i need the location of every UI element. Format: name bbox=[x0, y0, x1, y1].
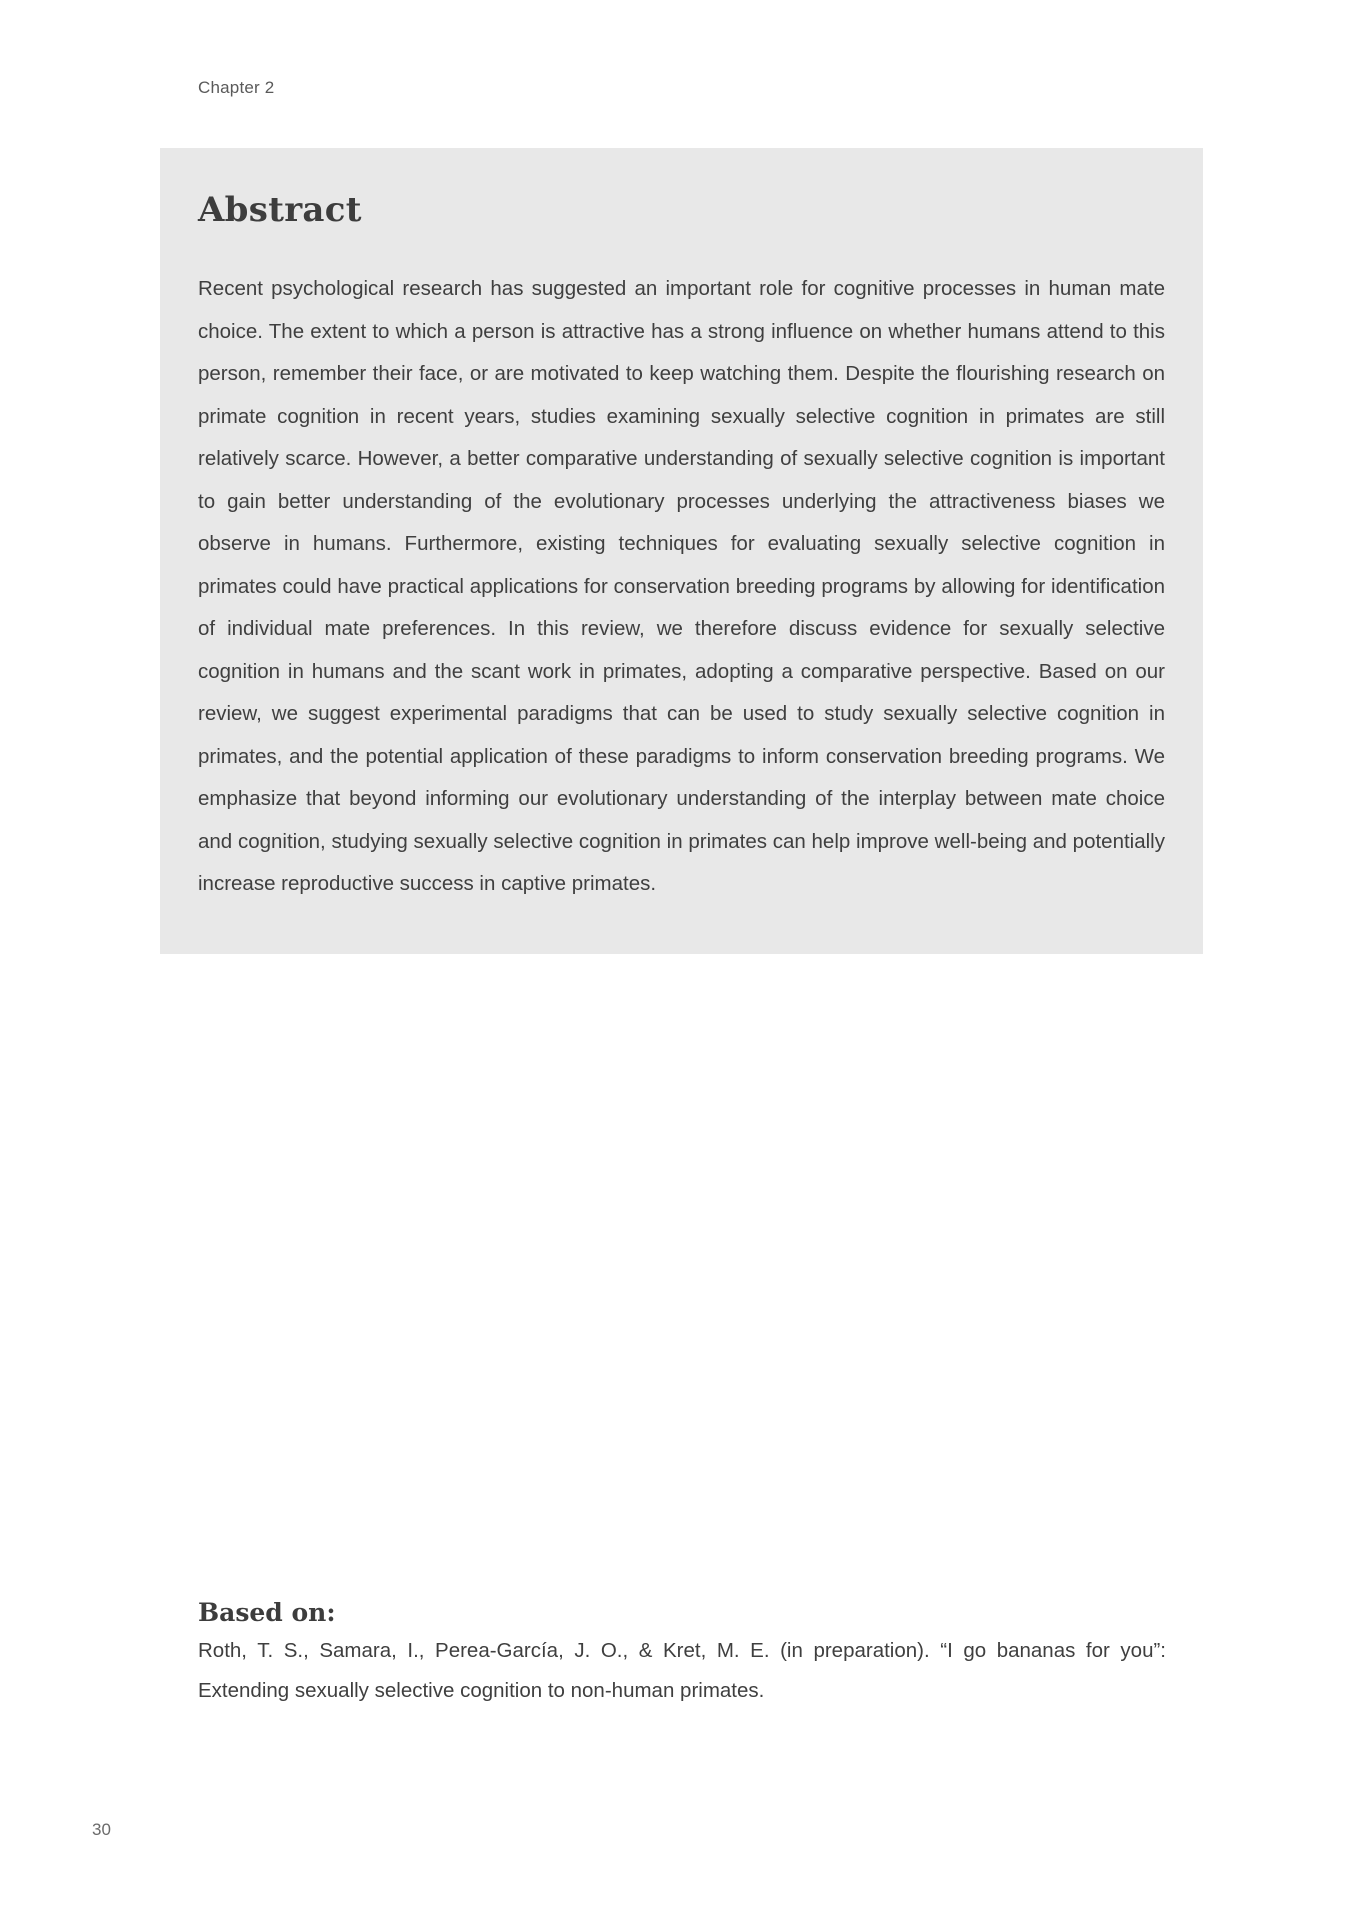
abstract-body-text: Recent psychological research has suggested an important role for cognitive processes in human mate choice. The extent to which a person is attractive has a strong influence on whether humans attend to this person, remember their face, or are motivated to keep watching them. Despite the flourishing research on primate cognition in recent years, studies examining sexually selective cognition in primates are still relatively scarce. However, a better comparative understanding of sexually selective cognition is important to gain better understanding of the evolutionary processes underlying the attractiveness biases we observe in humans. Furthermore, existing techniques for evaluating sexually selective cognition in primates could have practical applications for conservation breeding programs by allowing for identification of individual mate preferences. In this review, we therefore discuss evidence for sexually selective cognition in humans and the scant work in primates, adopting a comparative perspective. Based on our review, we suggest experimental paradigms that can be used to study sexually selective cognition in primates, and the potential application of these paradigms to inform conservation breeding programs. We emphasize that beyond informing our evolutionary understanding of the interplay between mate choice and cognition, studying sexually selective cognition in primates can help improve well-being and potentially increase reproductive success in captive primates. bbox=[198, 277, 1165, 895]
page-number: 30 bbox=[92, 1820, 111, 1839]
based-on-heading: Based on: bbox=[198, 1598, 336, 1627]
based-on-section bbox=[198, 1598, 1166, 1711]
abstract-box bbox=[160, 148, 1203, 954]
abstract-heading: Abstract bbox=[198, 190, 362, 230]
based-on-citation: Roth, T. S., Samara, I., Perea-García, J. O., & Kret, M. E. (in preparation). “I go bananas for you”: Extending sexually selective cognition to non-human primates. bbox=[198, 1639, 1166, 1702]
running-head: Chapter 2 bbox=[198, 78, 275, 97]
